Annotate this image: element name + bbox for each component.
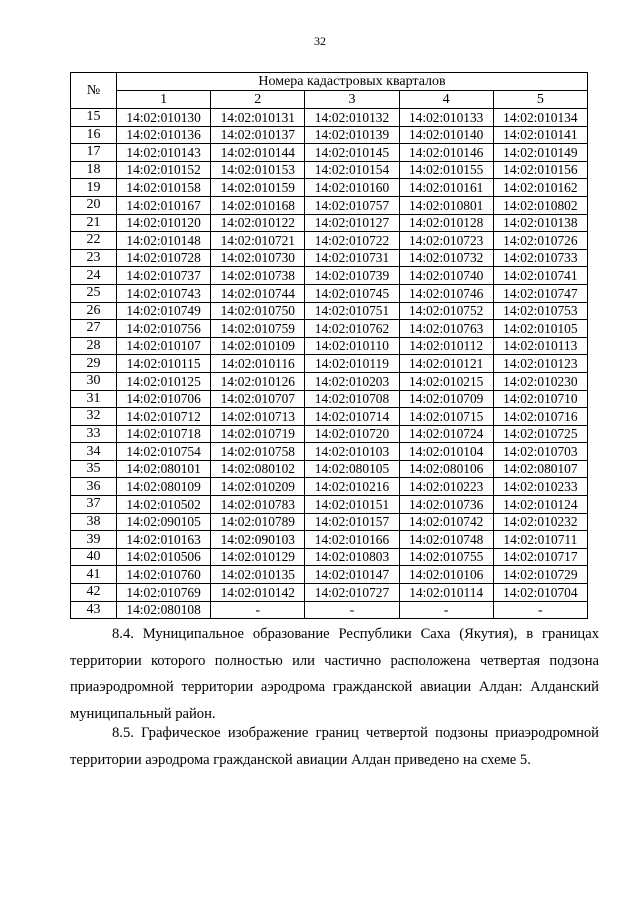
cadastral-number-cell: 14:02:010704	[493, 584, 587, 602]
cadastral-number-cell: 14:02:010104	[399, 443, 493, 461]
column-header-5: 5	[493, 91, 587, 109]
cadastral-number-cell: 14:02:010755	[399, 548, 493, 566]
cadastral-number-cell: 14:02:010152	[117, 161, 211, 179]
cadastral-number-cell: 14:02:010802	[493, 196, 587, 214]
cadastral-number-cell: 14:02:010154	[305, 161, 399, 179]
table-row	[71, 179, 588, 197]
cadastral-number-cell: 14:02:010718	[117, 425, 211, 443]
cadastral-number-cell: 14:02:010133	[399, 109, 493, 127]
cadastral-number-cell: 14:02:010759	[211, 320, 305, 338]
cadastral-number-cell: 14:02:010760	[117, 566, 211, 584]
cadastral-number-cell: 14:02:010506	[117, 548, 211, 566]
table-row	[71, 601, 588, 619]
cadastral-number-cell: 14:02:010155	[399, 161, 493, 179]
cadastral-number-cell: 14:02:010130	[117, 109, 211, 127]
row-number-cell: 21	[71, 214, 117, 232]
row-number-cell: 16	[71, 126, 117, 144]
cadastral-number-cell: -	[399, 601, 493, 619]
cadastral-number-cell: 14:02:010769	[117, 584, 211, 602]
table-row	[71, 249, 588, 267]
cadastral-number-cell: 14:02:010142	[211, 584, 305, 602]
column-header-3: 3	[305, 91, 399, 109]
cadastral-number-cell: 14:02:080105	[305, 460, 399, 478]
cadastral-number-cell: 14:02:010122	[211, 214, 305, 232]
cadastral-number-cell: 14:02:010803	[305, 548, 399, 566]
table-row	[71, 478, 588, 496]
column-header-4: 4	[399, 91, 493, 109]
cadastral-number-cell: 14:02:010762	[305, 320, 399, 338]
cadastral-number-cell: 14:02:010728	[117, 249, 211, 267]
cadastral-number-cell: 14:02:010128	[399, 214, 493, 232]
row-number-cell: 25	[71, 284, 117, 302]
cadastral-number-cell: 14:02:010157	[305, 513, 399, 531]
cadastral-number-cell: 14:02:010736	[399, 496, 493, 514]
cadastral-number-cell: 14:02:010724	[399, 425, 493, 443]
cadastral-number-cell: 14:02:010710	[493, 390, 587, 408]
cadastral-number-cell: 14:02:010109	[211, 337, 305, 355]
cadastral-number-cell: 14:02:010132	[305, 109, 399, 127]
table-body	[71, 109, 588, 619]
cadastral-number-cell: 14:02:010113	[493, 337, 587, 355]
cadastral-number-cell: 14:02:010753	[493, 302, 587, 320]
table-row	[71, 214, 588, 232]
cadastral-number-cell: 14:02:010114	[399, 584, 493, 602]
cadastral-number-cell: 14:02:010131	[211, 109, 305, 127]
paragraph-8-4: 8.4. Муниципальное образование Республики Саха (Якутия), в границах территории которого полностью или частично расположена четвертая подзона приаэродромной территории аэродрома гражданской авиации Алдан: Алданский муниципальный район.	[70, 626, 599, 722]
row-number-cell: 43	[71, 601, 117, 619]
cadastral-number-cell: 14:02:010727	[305, 584, 399, 602]
row-number-cell: 24	[71, 267, 117, 285]
cadastral-number-cell: 14:02:010737	[117, 267, 211, 285]
cadastral-number-cell: 14:02:010135	[211, 566, 305, 584]
cadastral-number-cell: 14:02:010223	[399, 478, 493, 496]
cadastral-number-cell: 14:02:010233	[493, 478, 587, 496]
cadastral-number-cell: 14:02:010711	[493, 531, 587, 549]
cadastral-number-cell: 14:02:010106	[399, 566, 493, 584]
table-row	[71, 390, 588, 408]
row-number-cell: 39	[71, 531, 117, 549]
cadastral-number-cell: 14:02:010733	[493, 249, 587, 267]
cadastral-number-cell: 14:02:010747	[493, 284, 587, 302]
table-row	[71, 425, 588, 443]
table-row	[71, 443, 588, 461]
cadastral-number-cell: 14:02:010124	[493, 496, 587, 514]
row-number-cell: 15	[71, 109, 117, 127]
cadastral-number-cell: 14:02:080109	[117, 478, 211, 496]
table-row	[71, 267, 588, 285]
cadastral-number-cell: 14:02:010209	[211, 478, 305, 496]
cadastral-number-cell: 14:02:010103	[305, 443, 399, 461]
cadastral-number-cell: 14:02:010706	[117, 390, 211, 408]
table-row	[71, 126, 588, 144]
cadastral-number-cell: 14:02:010745	[305, 284, 399, 302]
row-number-cell: 32	[71, 408, 117, 426]
table-row	[71, 302, 588, 320]
table-row	[71, 513, 588, 531]
cadastral-number-cell: 14:02:010758	[211, 443, 305, 461]
row-number-cell: 30	[71, 372, 117, 390]
cadastral-number-cell: 14:02:010754	[117, 443, 211, 461]
cadastral-number-cell: 14:02:010730	[211, 249, 305, 267]
cadastral-number-cell: 14:02:010714	[305, 408, 399, 426]
cadastral-number-cell: 14:02:010140	[399, 126, 493, 144]
cadastral-quarters-table	[70, 72, 588, 619]
table-row	[71, 144, 588, 162]
cadastral-number-cell: 14:02:010167	[117, 196, 211, 214]
cadastral-number-cell: 14:02:010751	[305, 302, 399, 320]
cadastral-number-cell: 14:02:010147	[305, 566, 399, 584]
row-number-cell: 22	[71, 232, 117, 250]
cadastral-number-cell: 14:02:010703	[493, 443, 587, 461]
cadastral-number-cell: 14:02:010722	[305, 232, 399, 250]
row-number-cell: 35	[71, 460, 117, 478]
cadastral-number-cell: 14:02:010746	[399, 284, 493, 302]
table-row	[71, 531, 588, 549]
cadastral-number-cell: 14:02:010749	[117, 302, 211, 320]
row-number-cell: 37	[71, 496, 117, 514]
cadastral-number-cell: 14:02:010145	[305, 144, 399, 162]
cadastral-number-cell: 14:02:010709	[399, 390, 493, 408]
cadastral-number-cell: 14:02:010723	[399, 232, 493, 250]
cadastral-number-cell: 14:02:010136	[117, 126, 211, 144]
cadastral-number-cell: 14:02:010502	[117, 496, 211, 514]
table-row	[71, 355, 588, 373]
column-header-1: 1	[117, 91, 211, 109]
cadastral-number-cell: 14:02:010134	[493, 109, 587, 127]
row-number-cell: 26	[71, 302, 117, 320]
cadastral-number-cell: 14:02:080107	[493, 460, 587, 478]
cadastral-number-cell: 14:02:010715	[399, 408, 493, 426]
cadastral-number-cell: -	[211, 601, 305, 619]
cadastral-number-cell: 14:02:010731	[305, 249, 399, 267]
cadastral-number-cell: 14:02:010743	[117, 284, 211, 302]
cadastral-number-cell: 14:02:010168	[211, 196, 305, 214]
cadastral-number-cell: 14:02:010153	[211, 161, 305, 179]
cadastral-number-cell: 14:02:010112	[399, 337, 493, 355]
cadastral-number-cell: 14:02:010116	[211, 355, 305, 373]
cadastral-number-cell: 14:02:010230	[493, 372, 587, 390]
row-number-cell: 27	[71, 320, 117, 338]
cadastral-number-cell: 14:02:010215	[399, 372, 493, 390]
cadastral-number-cell: 14:02:010720	[305, 425, 399, 443]
cadastral-number-cell: 14:02:010742	[399, 513, 493, 531]
row-number-cell: 36	[71, 478, 117, 496]
cadastral-number-cell: 14:02:010732	[399, 249, 493, 267]
row-number-cell: 33	[71, 425, 117, 443]
cadastral-number-cell: 14:02:010149	[493, 144, 587, 162]
cadastral-number-cell: 14:02:010744	[211, 284, 305, 302]
cadastral-number-cell: 14:02:010125	[117, 372, 211, 390]
cadastral-number-cell: 14:02:010203	[305, 372, 399, 390]
cadastral-number-cell: 14:02:010161	[399, 179, 493, 197]
cadastral-number-cell: 14:02:010138	[493, 214, 587, 232]
row-number-cell: 28	[71, 337, 117, 355]
cadastral-number-cell: 14:02:010121	[399, 355, 493, 373]
cadastral-number-cell: 14:02:010151	[305, 496, 399, 514]
row-number-cell: 19	[71, 179, 117, 197]
cadastral-number-cell: 14:02:010783	[211, 496, 305, 514]
cadastral-number-cell: 14:02:080101	[117, 460, 211, 478]
number-column-header: №	[71, 73, 117, 109]
cadastral-number-cell: 14:02:010719	[211, 425, 305, 443]
row-number-cell: 23	[71, 249, 117, 267]
cadastral-number-cell: 14:02:010156	[493, 161, 587, 179]
cadastral-number-cell: 14:02:080108	[117, 601, 211, 619]
column-header-2: 2	[211, 91, 305, 109]
page-number: 32	[314, 34, 326, 48]
table-row	[71, 548, 588, 566]
table-row	[71, 109, 588, 127]
cadastral-number-cell: 14:02:010763	[399, 320, 493, 338]
cadastral-number-cell: 14:02:010163	[117, 531, 211, 549]
row-number-cell: 40	[71, 548, 117, 566]
cadastral-number-cell: 14:02:010129	[211, 548, 305, 566]
cadastral-number-cell: 14:02:080102	[211, 460, 305, 478]
cadastral-number-cell: 14:02:010119	[305, 355, 399, 373]
cadastral-number-cell: 14:02:010160	[305, 179, 399, 197]
row-number-cell: 31	[71, 390, 117, 408]
cadastral-number-cell: 14:02:010232	[493, 513, 587, 531]
cadastral-number-cell: 14:02:010789	[211, 513, 305, 531]
cadastral-number-cell: 14:02:090103	[211, 531, 305, 549]
cadastral-number-cell: 14:02:010141	[493, 126, 587, 144]
table-row	[71, 284, 588, 302]
row-number-cell: 42	[71, 584, 117, 602]
row-number-cell: 29	[71, 355, 117, 373]
cadastral-number-cell: 14:02:010107	[117, 337, 211, 355]
cadastral-number-cell: 14:02:010127	[305, 214, 399, 232]
cadastral-number-cell: -	[305, 601, 399, 619]
cadastral-number-cell: 14:02:010144	[211, 144, 305, 162]
row-number-cell: 38	[71, 513, 117, 531]
table-row	[71, 408, 588, 426]
cadastral-number-cell: 14:02:010146	[399, 144, 493, 162]
cadastral-number-cell: 14:02:010750	[211, 302, 305, 320]
cadastral-number-cell: 14:02:010707	[211, 390, 305, 408]
cadastral-number-cell: 14:02:010748	[399, 531, 493, 549]
cadastral-number-cell: 14:02:010148	[117, 232, 211, 250]
cadastral-number-cell: 14:02:010726	[493, 232, 587, 250]
cadastral-number-cell: 14:02:010801	[399, 196, 493, 214]
cadastral-numbers-group-header: Номера кадастровых кварталов	[117, 73, 588, 91]
cadastral-number-cell: 14:02:010752	[399, 302, 493, 320]
cadastral-number-cell: 14:02:010739	[305, 267, 399, 285]
cadastral-number-cell: 14:02:010725	[493, 425, 587, 443]
cadastral-number-cell: 14:02:010721	[211, 232, 305, 250]
table-row	[71, 320, 588, 338]
cadastral-number-cell: 14:02:010166	[305, 531, 399, 549]
table-row	[71, 196, 588, 214]
cadastral-number-cell: 14:02:010729	[493, 566, 587, 584]
cadastral-number-cell: 14:02:010159	[211, 179, 305, 197]
cadastral-number-cell: 14:02:010123	[493, 355, 587, 373]
table-row	[71, 337, 588, 355]
cadastral-number-cell: 14:02:010137	[211, 126, 305, 144]
cadastral-number-cell: 14:02:090105	[117, 513, 211, 531]
cadastral-number-cell: -	[493, 601, 587, 619]
cadastral-number-cell: 14:02:010105	[493, 320, 587, 338]
cadastral-number-cell: 14:02:010115	[117, 355, 211, 373]
cadastral-number-cell: 14:02:010717	[493, 548, 587, 566]
cadastral-number-cell: 14:02:010713	[211, 408, 305, 426]
row-number-cell: 41	[71, 566, 117, 584]
cadastral-number-cell: 14:02:010139	[305, 126, 399, 144]
cadastral-number-cell: 14:02:080106	[399, 460, 493, 478]
cadastral-number-cell: 14:02:010741	[493, 267, 587, 285]
row-number-cell: 34	[71, 443, 117, 461]
table-row	[71, 372, 588, 390]
table-row	[71, 496, 588, 514]
cadastral-number-cell: 14:02:010708	[305, 390, 399, 408]
cadastral-number-cell: 14:02:010120	[117, 214, 211, 232]
cadastral-number-cell: 14:02:010110	[305, 337, 399, 355]
cadastral-number-cell: 14:02:010740	[399, 267, 493, 285]
cadastral-number-cell: 14:02:010716	[493, 408, 587, 426]
cadastral-number-cell: 14:02:010143	[117, 144, 211, 162]
cadastral-number-cell: 14:02:010158	[117, 179, 211, 197]
cadastral-number-cell: 14:02:010162	[493, 179, 587, 197]
cadastral-number-cell: 14:02:010216	[305, 478, 399, 496]
cadastral-number-cell: 14:02:010712	[117, 408, 211, 426]
cadastral-number-cell: 14:02:010738	[211, 267, 305, 285]
table-row	[71, 584, 588, 602]
table-row	[71, 161, 588, 179]
cadastral-number-cell: 14:02:010756	[117, 320, 211, 338]
table-row	[71, 460, 588, 478]
table-row	[71, 232, 588, 250]
cadastral-number-cell: 14:02:010757	[305, 196, 399, 214]
row-number-cell: 20	[71, 196, 117, 214]
table-row	[71, 566, 588, 584]
cadastral-number-cell: 14:02:010126	[211, 372, 305, 390]
row-number-cell: 17	[71, 144, 117, 162]
row-number-cell: 18	[71, 161, 117, 179]
paragraph-8-5: 8.5. Графическое изображение границ четвертой подзоны приаэродромной территории аэродрома гражданской авиации Алдан приведено на схеме 5.	[70, 725, 599, 768]
